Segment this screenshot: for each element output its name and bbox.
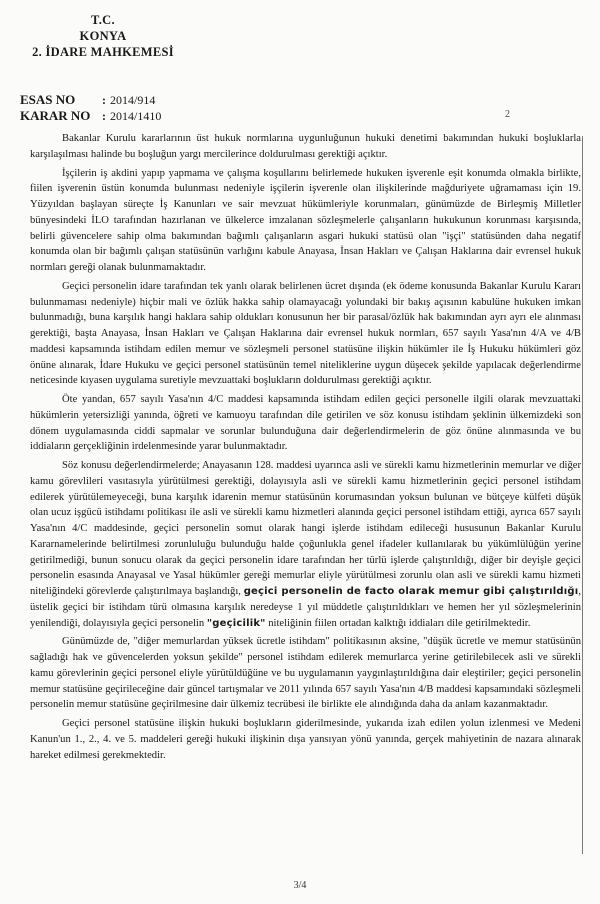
geçicilik-emphasis: "geçicilik" [206, 617, 266, 629]
paragraph-1: Bakanlar Kurulu kararlarının üst hukuk normlarına uygunluğunun hukuki denetimi bakımından hukuki boşluklarla karşılaşılması halinde bu boşluğun yargı mercilerince doldurulması gerektiği açıktır. [30, 133, 581, 160]
court-header [28, 12, 178, 60]
paragraph-7: Geçici personel statüsüne ilişkin hukuki boşlukların giderilmesinde, yukarıda izah edilen yolun izlenmesi ve Medeni Kanun'un 1., 2., 4. ve 5. maddeleri gereği hukuki ilişkinin dışa yansıyan yönü yanında, gerçek mahiyetinin de nazara alınarak hareket edilmesi gerekmektedir. [30, 718, 581, 761]
karar-label: KARAR NO [20, 108, 91, 123]
paragraph-5 [30, 458, 581, 631]
document-body [30, 131, 581, 766]
header-line-3: 2. İDARE MAHKEMESİ [32, 45, 174, 59]
paragraph-2: İşçilerin iş akdini yapıp yapmama ve çalışma koşullarını belirlemede hukuken işverenle eşit konumda olmakla birlikte, fiilen işverenin üstün konumda bulunması nedeniyle işçilerin işverenle olan ilişkilerinde mağduriyete uğramaması için 19. Yüzyıldan başlayan süreçte İş Kanunları ve sair mevzuat hükümleriyle korunmaları, günümüzde de Birleşmiş Milletler bünyesindeki İLO tarafından hazırlanan ve ülkelerce imzalanan sözleşmelerle çalışanların hukukunun korunması karşısında, belirli güvencelere sahip olma bakımından bağımlı çalışanların asgari hukuki statüsü olan "işçi" statüsünden daha negatif konumda olan bir bağımlı çalışan statüsünün varlığını kabule Anayasa, İnsan Hakları ve Çalışan Haklarına dair evrensel hukuk normları gereği olanak bulunmamaktadır. [30, 167, 581, 273]
esas-label: ESAS NO [20, 92, 76, 107]
esas-row: ESAS NO : 2014/914 [20, 92, 156, 107]
paragraph-5-start: Söz konusu değerlendirmelerde; Anayasanın 128. maddesi uyarınca asli ve sürekli kamu hizmetlerinin memurlar ve diğer kamu görevlileri vasıtasıyla yürütülmesi gerektiği, dolayısıyla asli ve sürekli kamu hizmetlerinin geçici personel istihdam edilerek yürütülemeyeceği, buna karşılık idarenin memur statüsünün korumasından yoksun bulunan ve bütçeye külfeti düşük olan ucuz işgücü istihdamı politikası ile asli ve sürekli kamu hizmetleri alanında geçici personel istihdam ettiği, ayrıca 657 sayılı Yasa'nın 4/C maddesinde, geçici personelin somut olarak hangi işlerde istihdam edileceği hususunun Bakanlar Kurulu Kararnamelerinde belirtilmesi zorunluluğu bulunduğu halde çoğunlukla genel ifadeler kullanılarak bu yükümlülüğün yerine getirilmediği, bunun sonucu olarak da geçici personelin idare tarafından her türlü işlerde çalıştırıldığı, diğer bir deyişle geçici personelin esasında Anayasal ve Yasal hükümler gereği memurlar eliyle yürütülmesi zorunlu olan asli ve sürekli kamu hizmeti niteliğindeki görevlerde çalıştırılmaya başlandığı, [30, 460, 581, 597]
page-edge-line [582, 136, 583, 854]
paragraph-5-end: , üstelik geçici bir istihdam türü olmasına karşılık neredeyse 1 yıl müddetle çalıştırıldıkları ve hemen her yıl sözleşmelerinin yenilendiği, dolayısıyla geçici personelin "geçicilik" niteliğinin fiilen ortadan kalktığı iddiaları dile getirilmektedir. [30, 586, 581, 629]
esas-value: 2014/914 [110, 93, 156, 107]
case-numbers [20, 92, 161, 124]
karar-row: KARAR NO : 2014/1410 [20, 108, 162, 123]
header-line-1: T.C. [91, 13, 115, 27]
karar-value: 2014/1410 [110, 109, 162, 123]
paragraph-6: Günümüzde de, "diğer memurlardan yüksek ücretle istihdam" politikasının aksine, "düşük ücretle ve memur statüsünün sağladığı hak ve güvencelerden yoksun şekilde" personel istihdam edilerek memurlarca yerine getirilebilecek asli ve sürekli kamu görevlerinin geçici personel eliyle yürütüldüğüne ve bu uygulamanın yaygınlaştırıldığına dair eleştiriler; geçici personelin memur statüsüne geçirileceğine dair güncel tartışmalar ve 2011 yılında 657 sayılı Yasa'nın 4/B maddesi kapsamındaki sözleşmeli personelin memur statüsüne geçirilmesine dair ülkemiz tecrübesi ile birlikte ele alındığında daha da anlam kazanmaktadır. [30, 636, 581, 711]
page-mark: 2 [505, 109, 510, 120]
paragraph-5-emphasis: geçici personelin de facto olarak memur gibi çalıştırıldığı [243, 586, 579, 597]
header-line-2: KONYA [79, 29, 127, 43]
page-number: 3/4 [293, 880, 307, 891]
paragraph-4: Öte yandan, 657 sayılı Yasa'nın 4/C maddesi kapsamında istihdam edilen geçici personelle ilgili olarak mevzuattaki hükümlerin yetersizliği yanında, öğreti ve kamuoyu tarafından dile getirilen ve söz konusu istihdam şeklinin ülkemizdeki son dönem uygulamasında ciddi sapmalar ve sorunlar bulunduğuna dair değerlendirmelerin de göz önüne alınmasında ve bu iddiaların gerçekliğinin irdelenmesinde yarar bulunmaktadır. [30, 394, 581, 453]
paragraph-3: Geçici personelin idare tarafından tek yanlı olarak belirlenen ücret dışında (ek ödeme konusunda Bakanlar Kurulu Kararı bulunmaması nedeniyle) hiçbir mali ve özlük hakka sahip olamayacağı yolundaki bir bakış açısının kabulüne hukuken imkan bulunmadığı, buna karşılık hangi haklara sahip oldukları konusunun her bir parasal/özlük hak bakımından ayrı ayrı ele alınması gerektiği, başta Anayasa, İnsan Hakları ve Çalışan Haklarına dair evrensel hukuk normları, 657 sayılı Yasa'nın 4/A ve 4/B maddesi kapsamında istihdam edilen memur ve sözleşmeli personel statüsüne ilişkin hükümler ile İş Hukuku hükümleri göz önüne alınarak, İdare Hukuku ve geçici personel statüsünün temel niteliklerine uygun düşecek şekilde yapılacak değerlendirme neticesinde kıyasen uygulama suretiyle mevzuattaki boşlukların doldurulması gerektiği açıktır. [30, 280, 581, 387]
